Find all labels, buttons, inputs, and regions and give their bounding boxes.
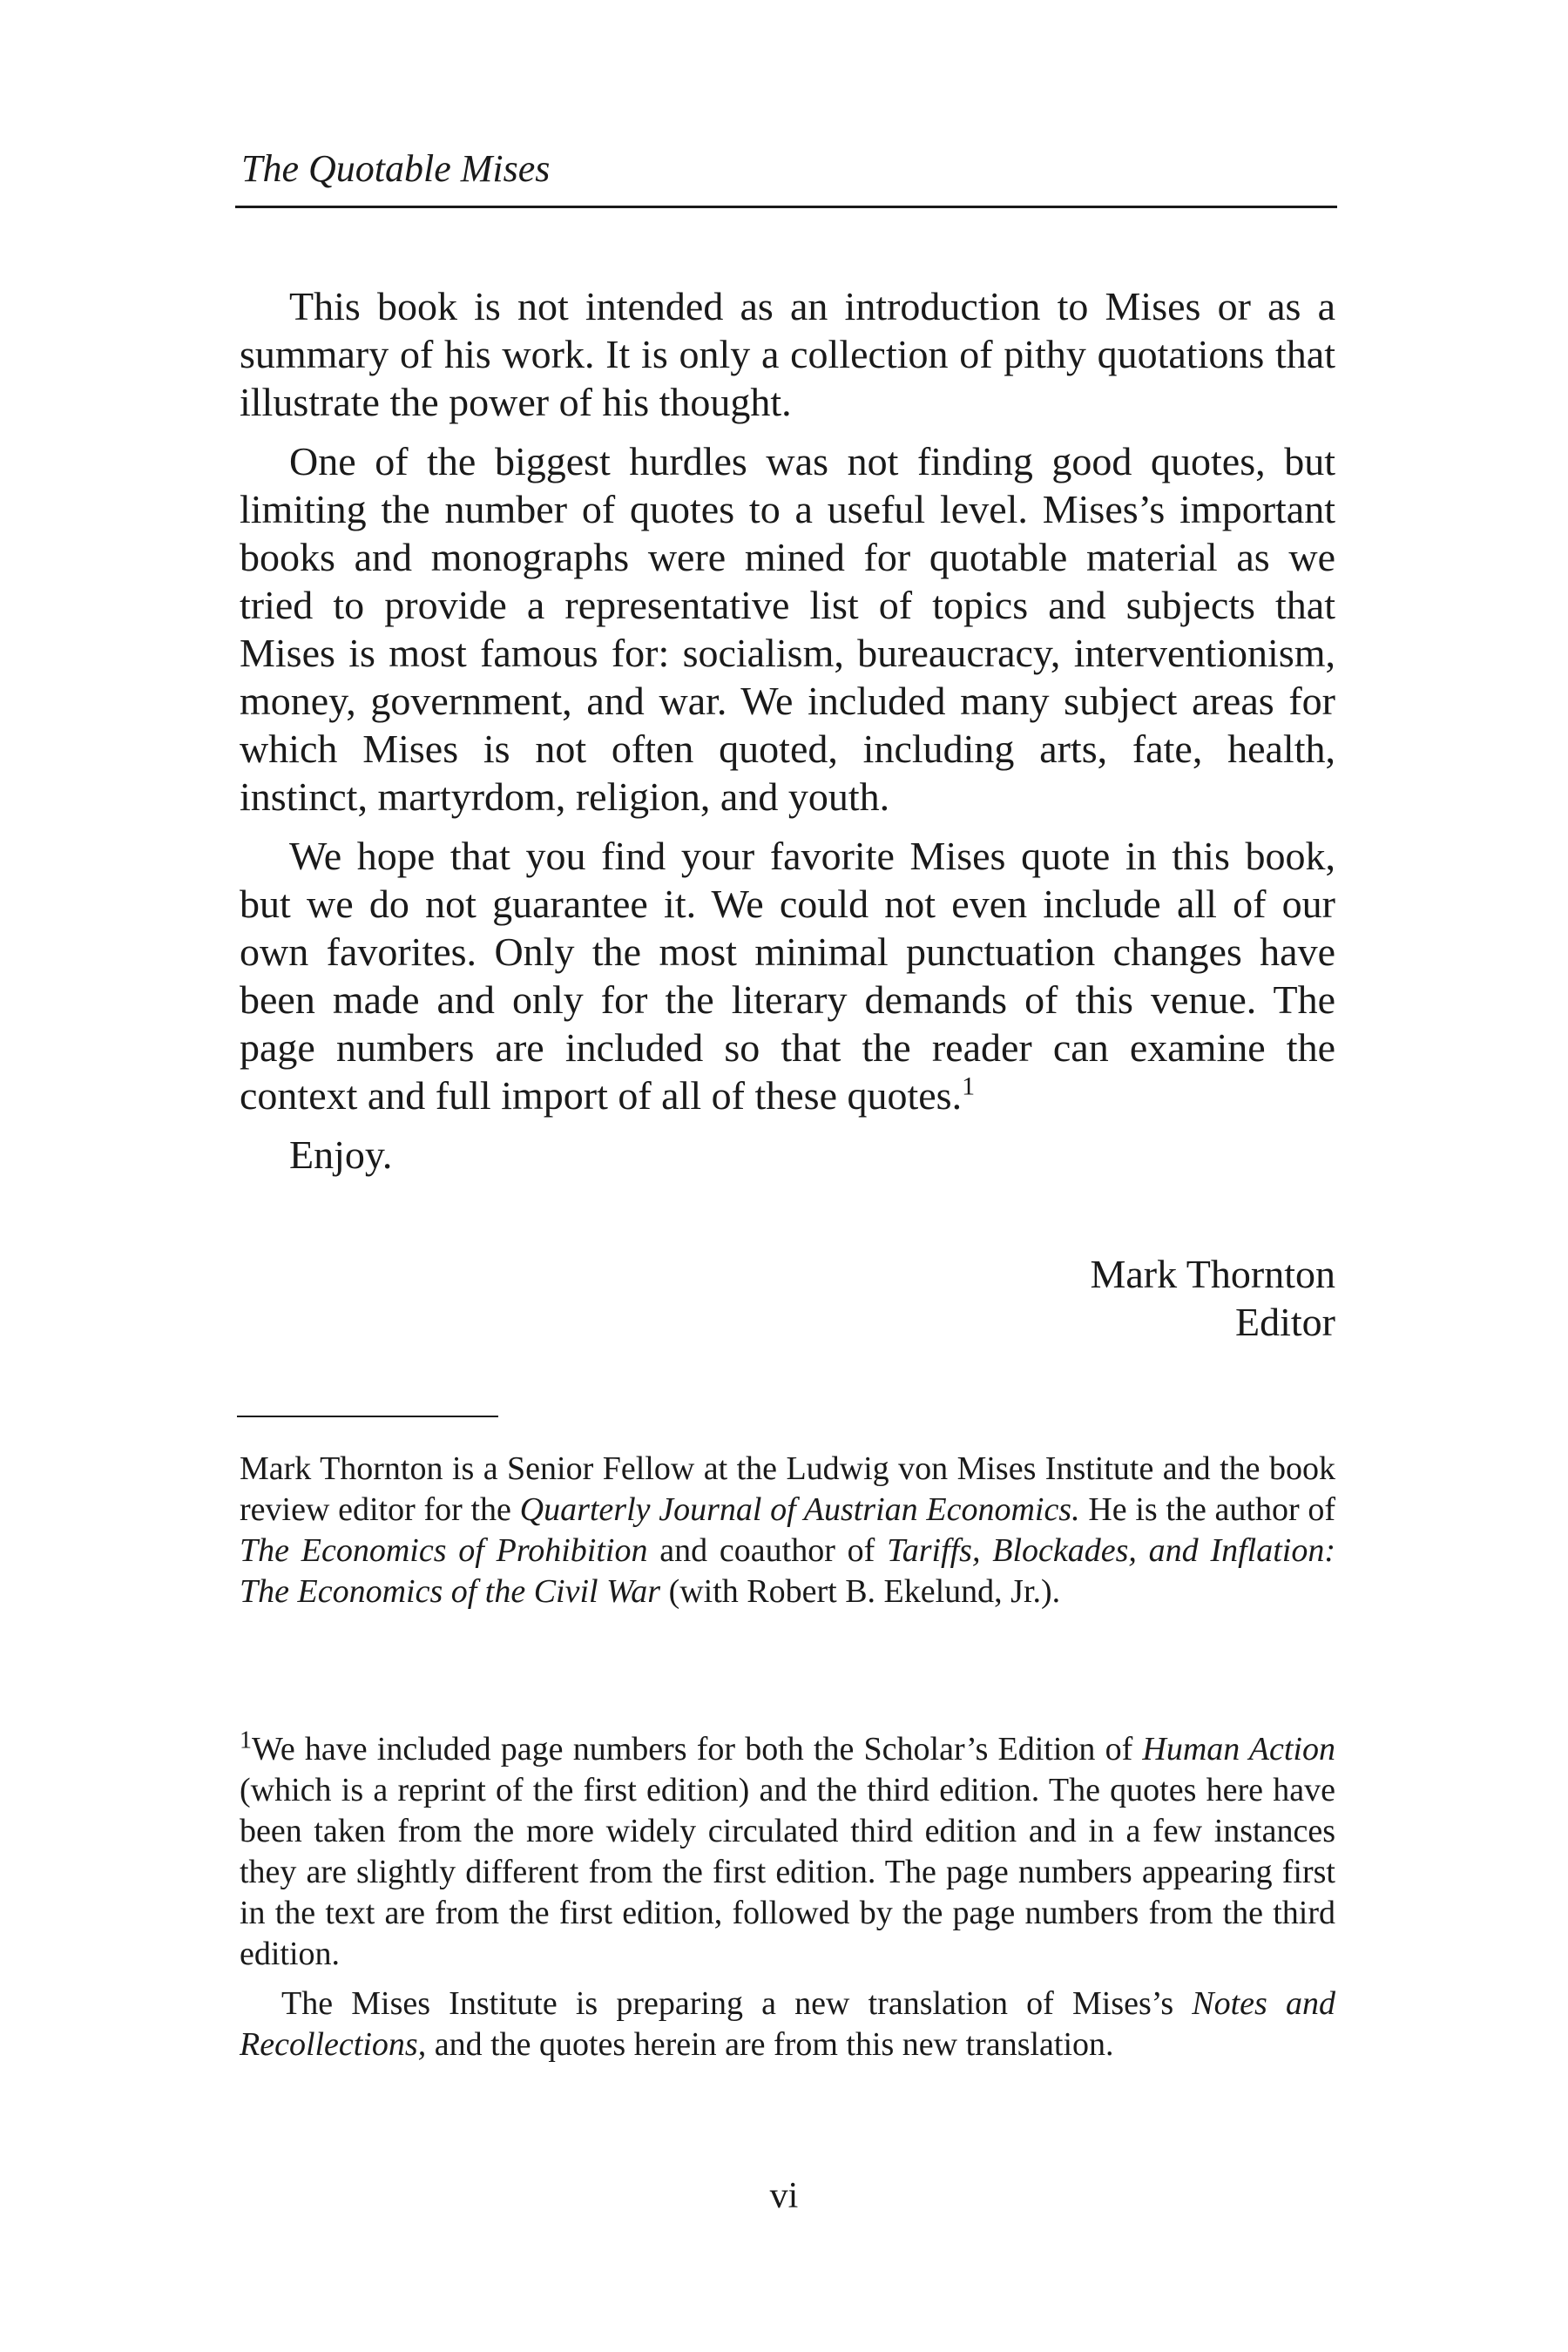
paragraph-hurdles: One of the biggest hurdles was not finding good quotes, but limiting the number of quotes to a useful level. Mises’s important books and monographs were mined for quotable material as we tried to provide a representative list of topics and subjects that Mises is most famous for: socialism, bureaucracy, interventionism, money, government, and war. We included many subject areas for which Mises is not often quoted, including arts, fate, health, instinct, martyrdom, religion, and youth. [240,439,1335,819]
bio-book-title-2: Tariffs, Blockades, and Inflation: The Economics of the Civil War [240,1532,1335,1610]
footnote-2-text-1: The Mises Institute is preparing a new translation of Mises’s [281,1985,1193,2022]
footnote-1-paragraph-2 [240,1984,1335,2065]
main-text [240,282,1335,1190]
footnote-1 [240,1729,1335,2065]
signature-name: Mark Thornton [1090,1252,1335,1296]
paragraph-favorites [240,832,1335,1119]
footnote-rule [237,1416,498,1417]
bio-text-1: Mark Thornton is a Senior Fellow at the Ludwig von Mises Institute and the book review editor for the [240,1450,1335,1528]
bio-paragraph [240,1449,1335,1612]
page-number: vi [769,2176,799,2216]
footnote-1-marker: 1 [240,1727,252,1754]
footnote-reference: 1 [962,1071,976,1101]
signature-block [871,1250,1335,1346]
bio-text-3: and coauthor of [647,1532,888,1569]
footnote-1-paragraph [240,1729,1335,1975]
bio-book-title-1: The Economics of Prohibition [240,1532,648,1569]
footnote-1-book-title: Human Action [1142,1731,1335,1767]
header-rule [235,206,1337,208]
bio-journal-title: Quarterly Journal of Austrian Economics. [519,1491,1080,1528]
footnote-2-text-2: and the quotes herein are from this new translation. [426,2026,1114,2063]
paragraph-enjoy: Enjoy. [289,1132,393,1177]
footnote-2-book-title: Notes and Recollections, [240,1985,1335,2063]
footnote-1-text-1: We have included page numbers for both the Scholar’s Edition of [252,1731,1143,1767]
bio-text-2: He is the author of [1079,1491,1336,1528]
running-head-title: The Quotable Mises [241,147,551,190]
bio-text-4: (with Robert B. Ekelund, Jr.). [660,1573,1061,1610]
footnote-editor-bio [240,1449,1335,1612]
signature-role: Editor [1235,1300,1335,1344]
footnote-1-text-2: (which is a reprint of the first edition) and the third edition. The quotes here have been taken from the more widely circulated third edition and in a few instances they are slightly different from the first edition. The page numbers appearing first in the text are from the first edition, followed by the page numbers from the third edition. [240,1772,1335,1972]
paragraph-intro: This book is not intended as an introduction to Mises or as a summary of his work. It is only a collection of pithy quotations that illustrate the power of his thought. [240,284,1335,424]
paragraph-favorites-text: We hope that you find your favorite Mises quote in this book, but we do not guarantee it. We could not even include all of our own favorites. Only the most minimal punctuation changes have been made and only for the literary demands of this venue. The page numbers are included so that the reader can examine the context and full import of all of these quotes. [240,834,1335,1118]
